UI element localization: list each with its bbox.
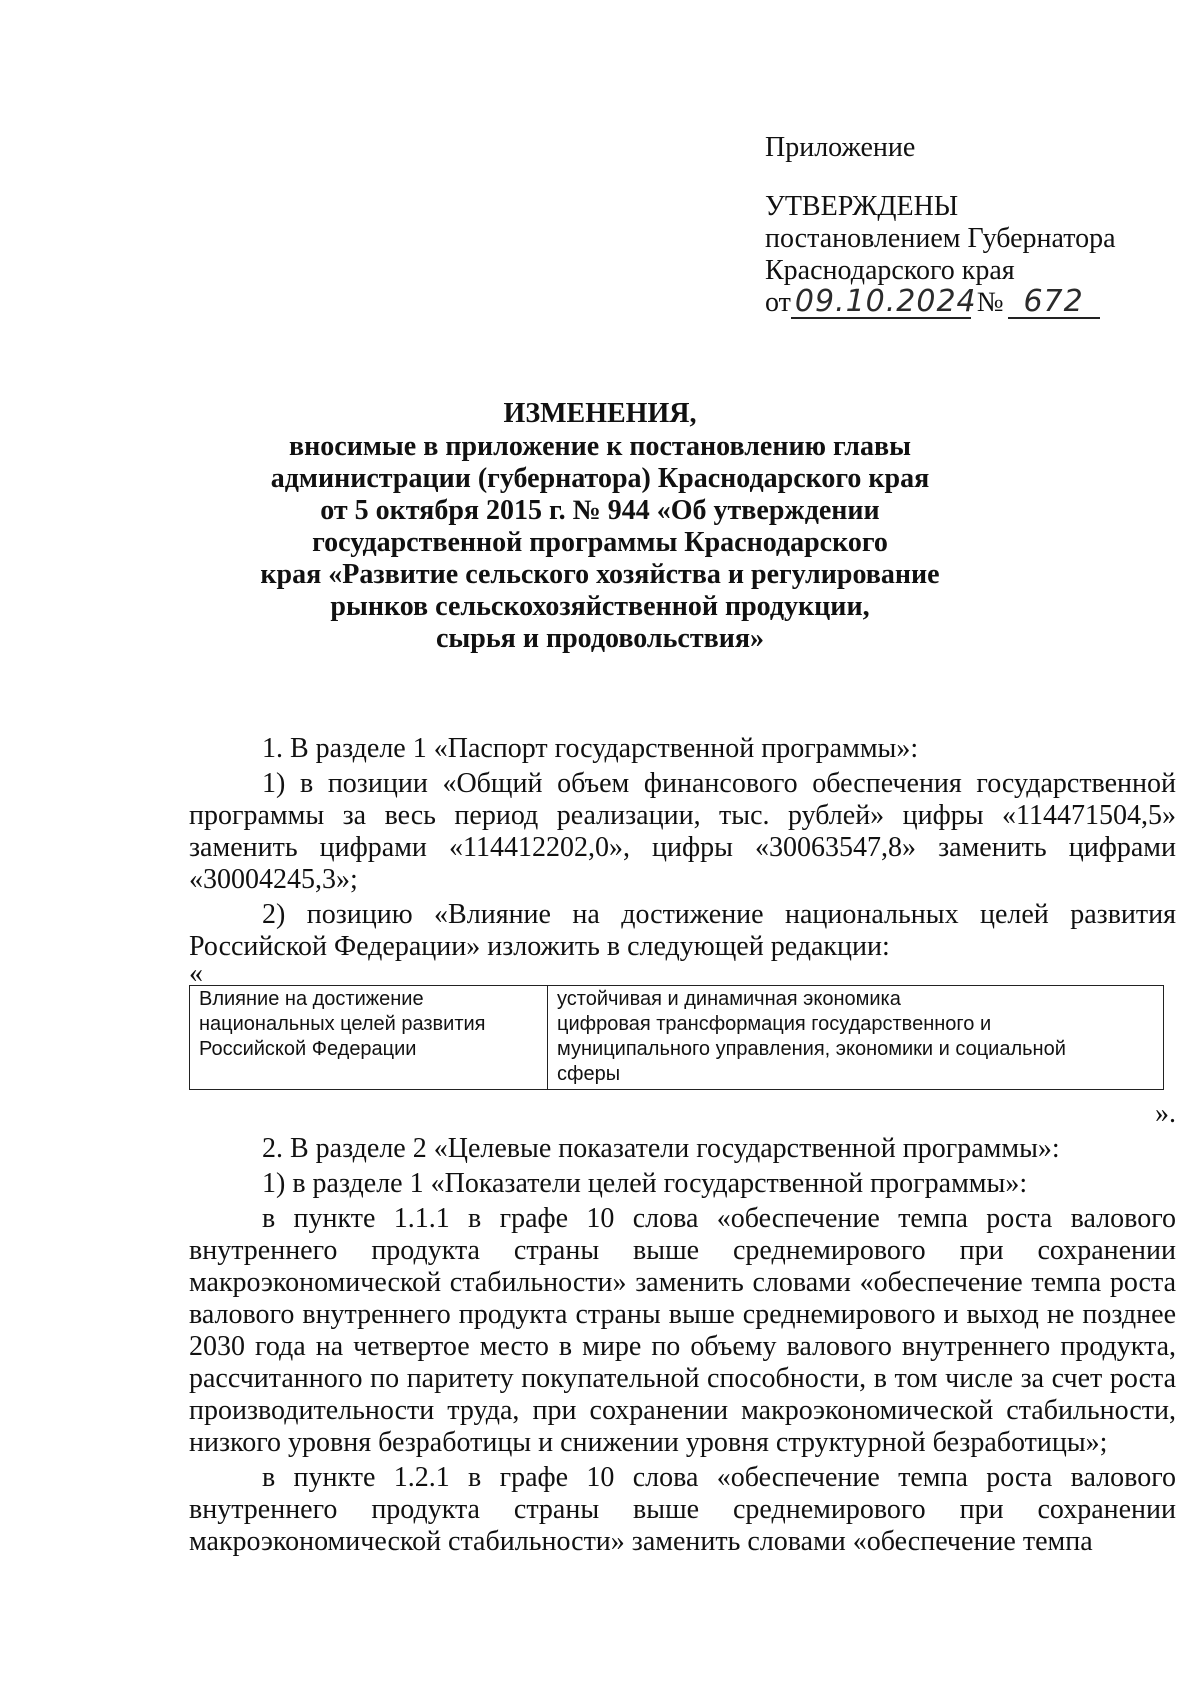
paragraph-section-2: 2. В разделе 2 «Целевые показатели государственной программы»: [262, 1133, 1060, 1164]
paragraph-item-2: 2) позицию «Влияние на достижение национальных целей развития Российской Федерации» изложить в следующей редакции: [189, 899, 1176, 962]
cell-text-line: цифровая трансформация государственного и [557, 1013, 992, 1035]
paragraph-item-1: 1) в позиции «Общий объем финансового обеспечения государственной программы за весь период реализации, тыс. рублей» цифры «114471504,5» заменить цифрами «114412202,0», цифры «30063547,8» заменить цифрами «30004245,3»; [189, 768, 1176, 895]
table-row [190, 986, 1164, 1090]
paragraph-point-1-1-1: в пункте 1.1.1 в графе 10 слова «обеспечение темпа роста валового внутреннего продукта страны выше среднемирового при сохранении макроэкономической стабильности» заменить словами «обеспечение темпа роста валового внутреннего продукта страны выше среднемирового и выход не позднее 2030 года на четвертое место в мире по объему валового внутреннего продукта, рассчитанного по паритету покупательной способности, в том числе за счет роста производительности труда, при сохранении макроэкономической стабильности, низкого уровня безработицы и снижении уровня структурной безработицы»; [189, 1203, 1176, 1458]
title-heading: ИЗМЕНЕНИЯ, [503, 398, 697, 429]
cell-text-line: национальных целей развития [199, 1013, 486, 1035]
approved-label: УТВЕРЖДЕНЫ [765, 191, 959, 222]
title-line: сырья и продовольствия» [436, 623, 764, 654]
approval-block [765, 132, 1116, 319]
table-cell-position [190, 986, 548, 1090]
paragraph-section-1: 1. В разделе 1 «Паспорт государственной программы»: [262, 733, 919, 764]
cell-text-line: устойчивая и динамичная экономика [557, 988, 901, 1010]
title-line: государственной программы Краснодарского [312, 527, 888, 558]
paragraph-subsection-1: 1) в разделе 1 «Показатели целей государственной программы»: [262, 1168, 1028, 1199]
cell-text-line: муниципального управления, экономики и социальной [557, 1038, 1066, 1060]
appendix-label: Приложение [765, 132, 916, 163]
table-cell-content [548, 986, 1164, 1090]
paragraph-point-1-2-1: в пункте 1.2.1 в графе 10 слова «обеспечение темпа роста валового внутреннего продукта страны выше среднемирового при сохранении макроэкономической стабильности» заменить словами «обеспечение темпа [189, 1462, 1176, 1557]
handwritten-date: 09.10.2024 [791, 287, 971, 319]
document-title [0, 398, 1200, 655]
cell-text-line: Влияние на достижение [199, 988, 424, 1010]
cell-text-line: сферы [557, 1063, 621, 1085]
title-line: края «Развитие сельского хозяйства и регулирование [260, 559, 940, 590]
title-line: рынков сельскохозяйственной продукции, [330, 591, 870, 622]
quote-open-mark: « [189, 958, 203, 989]
date-number-line [765, 284, 1116, 319]
date-prefix: от [765, 287, 791, 318]
document-body [189, 733, 1176, 1561]
number-prefix: № [976, 287, 1004, 318]
title-line: администрации (губернатора) Краснодарского края [270, 463, 930, 494]
title-line: от 5 октября 2015 г. № 944 «Об утверждении [320, 495, 880, 526]
quote-close-mark: ». [1155, 1098, 1176, 1129]
cell-text-line: Российской Федерации [199, 1038, 417, 1060]
title-line: вносимые в приложение к постановлению главы [289, 431, 911, 462]
inserted-table [189, 985, 1164, 1090]
approved-by-line-1: постановлением Губернатора [765, 223, 1116, 254]
handwritten-number: 672 [1008, 287, 1100, 319]
approved-by-line-2: Краснодарского края [765, 255, 1015, 286]
